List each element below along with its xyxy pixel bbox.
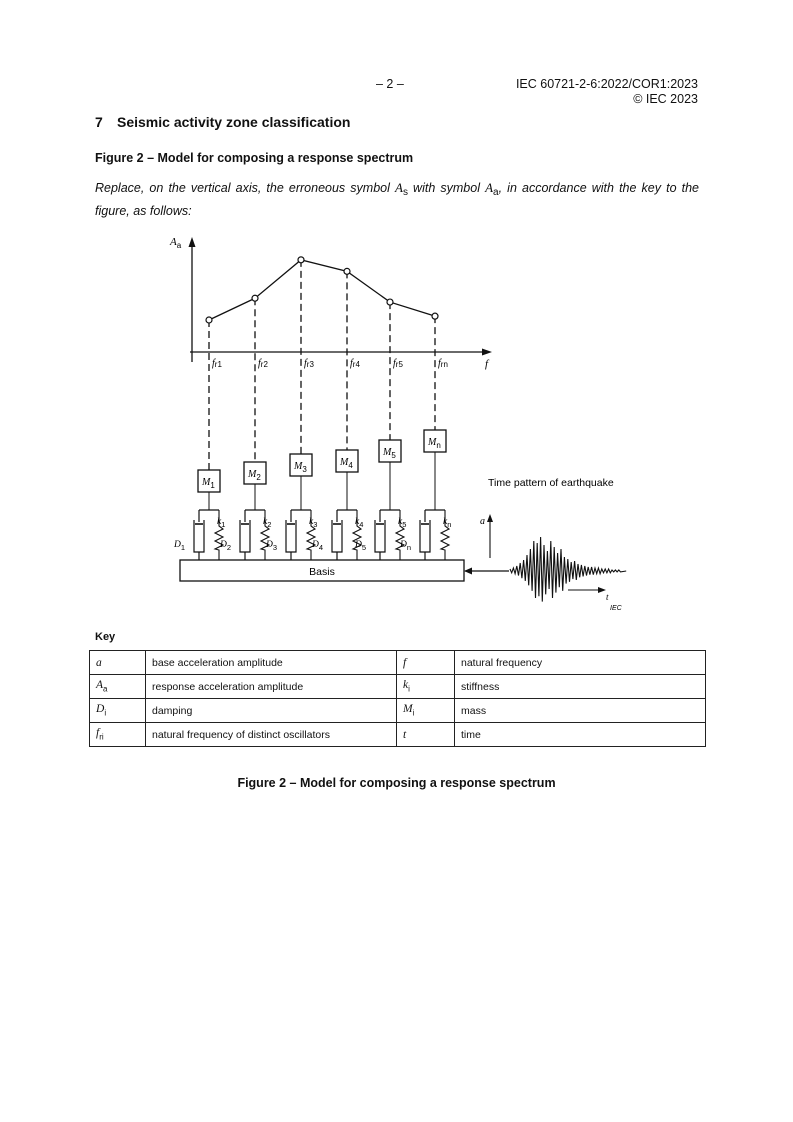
damper-label: $D_1$ <box>174 540 186 552</box>
spectrum-point <box>432 313 438 319</box>
damper-label: $D_2$ <box>220 540 232 552</box>
spring-label: $k_1$ <box>217 517 226 529</box>
key-table <box>89 650 706 747</box>
y-axis-arrow <box>189 237 196 247</box>
earthquake-waveform <box>510 537 626 602</box>
time-axis-arrow <box>598 587 606 593</box>
oscillator-2 <box>219 295 271 560</box>
damper-label: $D_5$ <box>355 540 367 552</box>
key-description: response acceleration amplitude <box>146 675 397 699</box>
spectrum-point <box>252 295 258 301</box>
x-axis-arrow <box>482 349 492 356</box>
key-description: stiffness <box>455 675 706 699</box>
key-description: damping <box>146 699 397 723</box>
iec-source-mark: IEC <box>610 605 622 612</box>
oscillator-columns <box>173 257 451 560</box>
spring-label: $k_5$ <box>398 517 407 529</box>
copyright-notice: © IEC 2023 <box>633 92 698 106</box>
spring-label: $k_n$ <box>443 517 452 529</box>
key-symbol: $M_i$ <box>397 699 455 723</box>
key-symbol: $A_a$ <box>90 675 146 699</box>
page-number: – 2 – <box>376 77 404 91</box>
figure-caption: Figure 2 – Model for composing a response spectrum <box>237 776 556 790</box>
time-axis-label: t <box>606 592 609 602</box>
accel-axis-arrow <box>487 514 493 522</box>
oscillator-3 <box>265 257 317 560</box>
key-symbol: a <box>90 651 146 675</box>
mass-label: $M_n$ <box>428 437 441 450</box>
spring-label: $k_2$ <box>263 517 272 529</box>
key-row <box>90 651 706 675</box>
document-id: IEC 60721-2-6:2022/COR1:2023 <box>515 77 698 91</box>
key-description: mass <box>455 699 706 723</box>
frequency-label: fr1 <box>212 358 222 369</box>
section-title: Seismic activity zone classification <box>117 114 351 130</box>
key-row <box>90 675 706 699</box>
frequency-label: fr3 <box>304 358 314 369</box>
spectrum-point <box>298 257 304 263</box>
response-spectrum-figure <box>160 228 635 618</box>
wrong-symbol: $A_s$ <box>395 180 408 198</box>
key-row <box>90 723 706 747</box>
key-symbol: $D_i$ <box>90 699 146 723</box>
mass-label: $M_4$ <box>340 457 353 470</box>
correction-instruction <box>95 178 699 221</box>
oscillator-4 <box>311 268 363 560</box>
mass-label: $M_3$ <box>294 461 307 474</box>
key-description: natural frequency <box>455 651 706 675</box>
key-symbol: f <box>397 651 455 675</box>
key-description: time <box>455 723 706 747</box>
oscillator-1 <box>173 317 225 560</box>
instruction-text-3: , in accordance with the key to the figure, as follows: <box>95 181 700 218</box>
x-axis-label: f <box>485 358 489 370</box>
key-label: Key <box>95 631 116 643</box>
instruction-text-1: Replace, on the vertical axis, the erroneous symbol <box>95 181 395 195</box>
document-id-block <box>516 77 698 107</box>
correct-symbol: $A_a$ <box>485 180 499 198</box>
key-description: natural frequency of distinct oscillators <box>146 723 397 747</box>
y-axis-label: $A_a$ <box>170 236 182 250</box>
damper-label: $D_4$ <box>312 540 324 552</box>
spectrum-point <box>206 317 212 323</box>
frequency-label: fr2 <box>258 358 268 369</box>
damper-label: $D_n$ <box>400 540 412 552</box>
mass-label: $M_2$ <box>248 469 261 482</box>
spring-label: $k_4$ <box>355 517 364 529</box>
spectrum-point <box>387 299 393 305</box>
spectrum-axes <box>190 246 486 362</box>
spectrum-point <box>344 268 350 274</box>
figure-heading: Figure 2 – Model for composing a response spectrum <box>95 151 414 165</box>
basis-label: Basis <box>309 566 335 578</box>
spectrum-curve <box>209 260 435 320</box>
frequency-label: fr4 <box>350 358 360 369</box>
frequency-label: fr5 <box>393 358 403 369</box>
oscillator-6 <box>399 313 451 560</box>
damper-label: $D_3$ <box>266 540 278 552</box>
mass-label: $M_1$ <box>202 477 215 490</box>
mass-label: $M_5$ <box>383 447 396 460</box>
accel-axis-label: a <box>480 516 485 527</box>
key-row <box>90 699 706 723</box>
earthquake-label: Time pattern of earthquake <box>488 477 614 489</box>
spring-label: $k_3$ <box>309 517 318 529</box>
section-number: 7 <box>95 114 103 130</box>
key-description: base acceleration amplitude <box>146 651 397 675</box>
section-heading <box>95 114 350 130</box>
key-symbol: $k_i$ <box>397 675 455 699</box>
key-symbol: t <box>397 723 455 747</box>
frequency-label: frn <box>438 358 448 369</box>
instruction-text-2: with symbol <box>407 181 486 195</box>
excitation-arrow-head <box>464 568 472 575</box>
key-symbol: $f_{ri}$ <box>90 723 146 747</box>
